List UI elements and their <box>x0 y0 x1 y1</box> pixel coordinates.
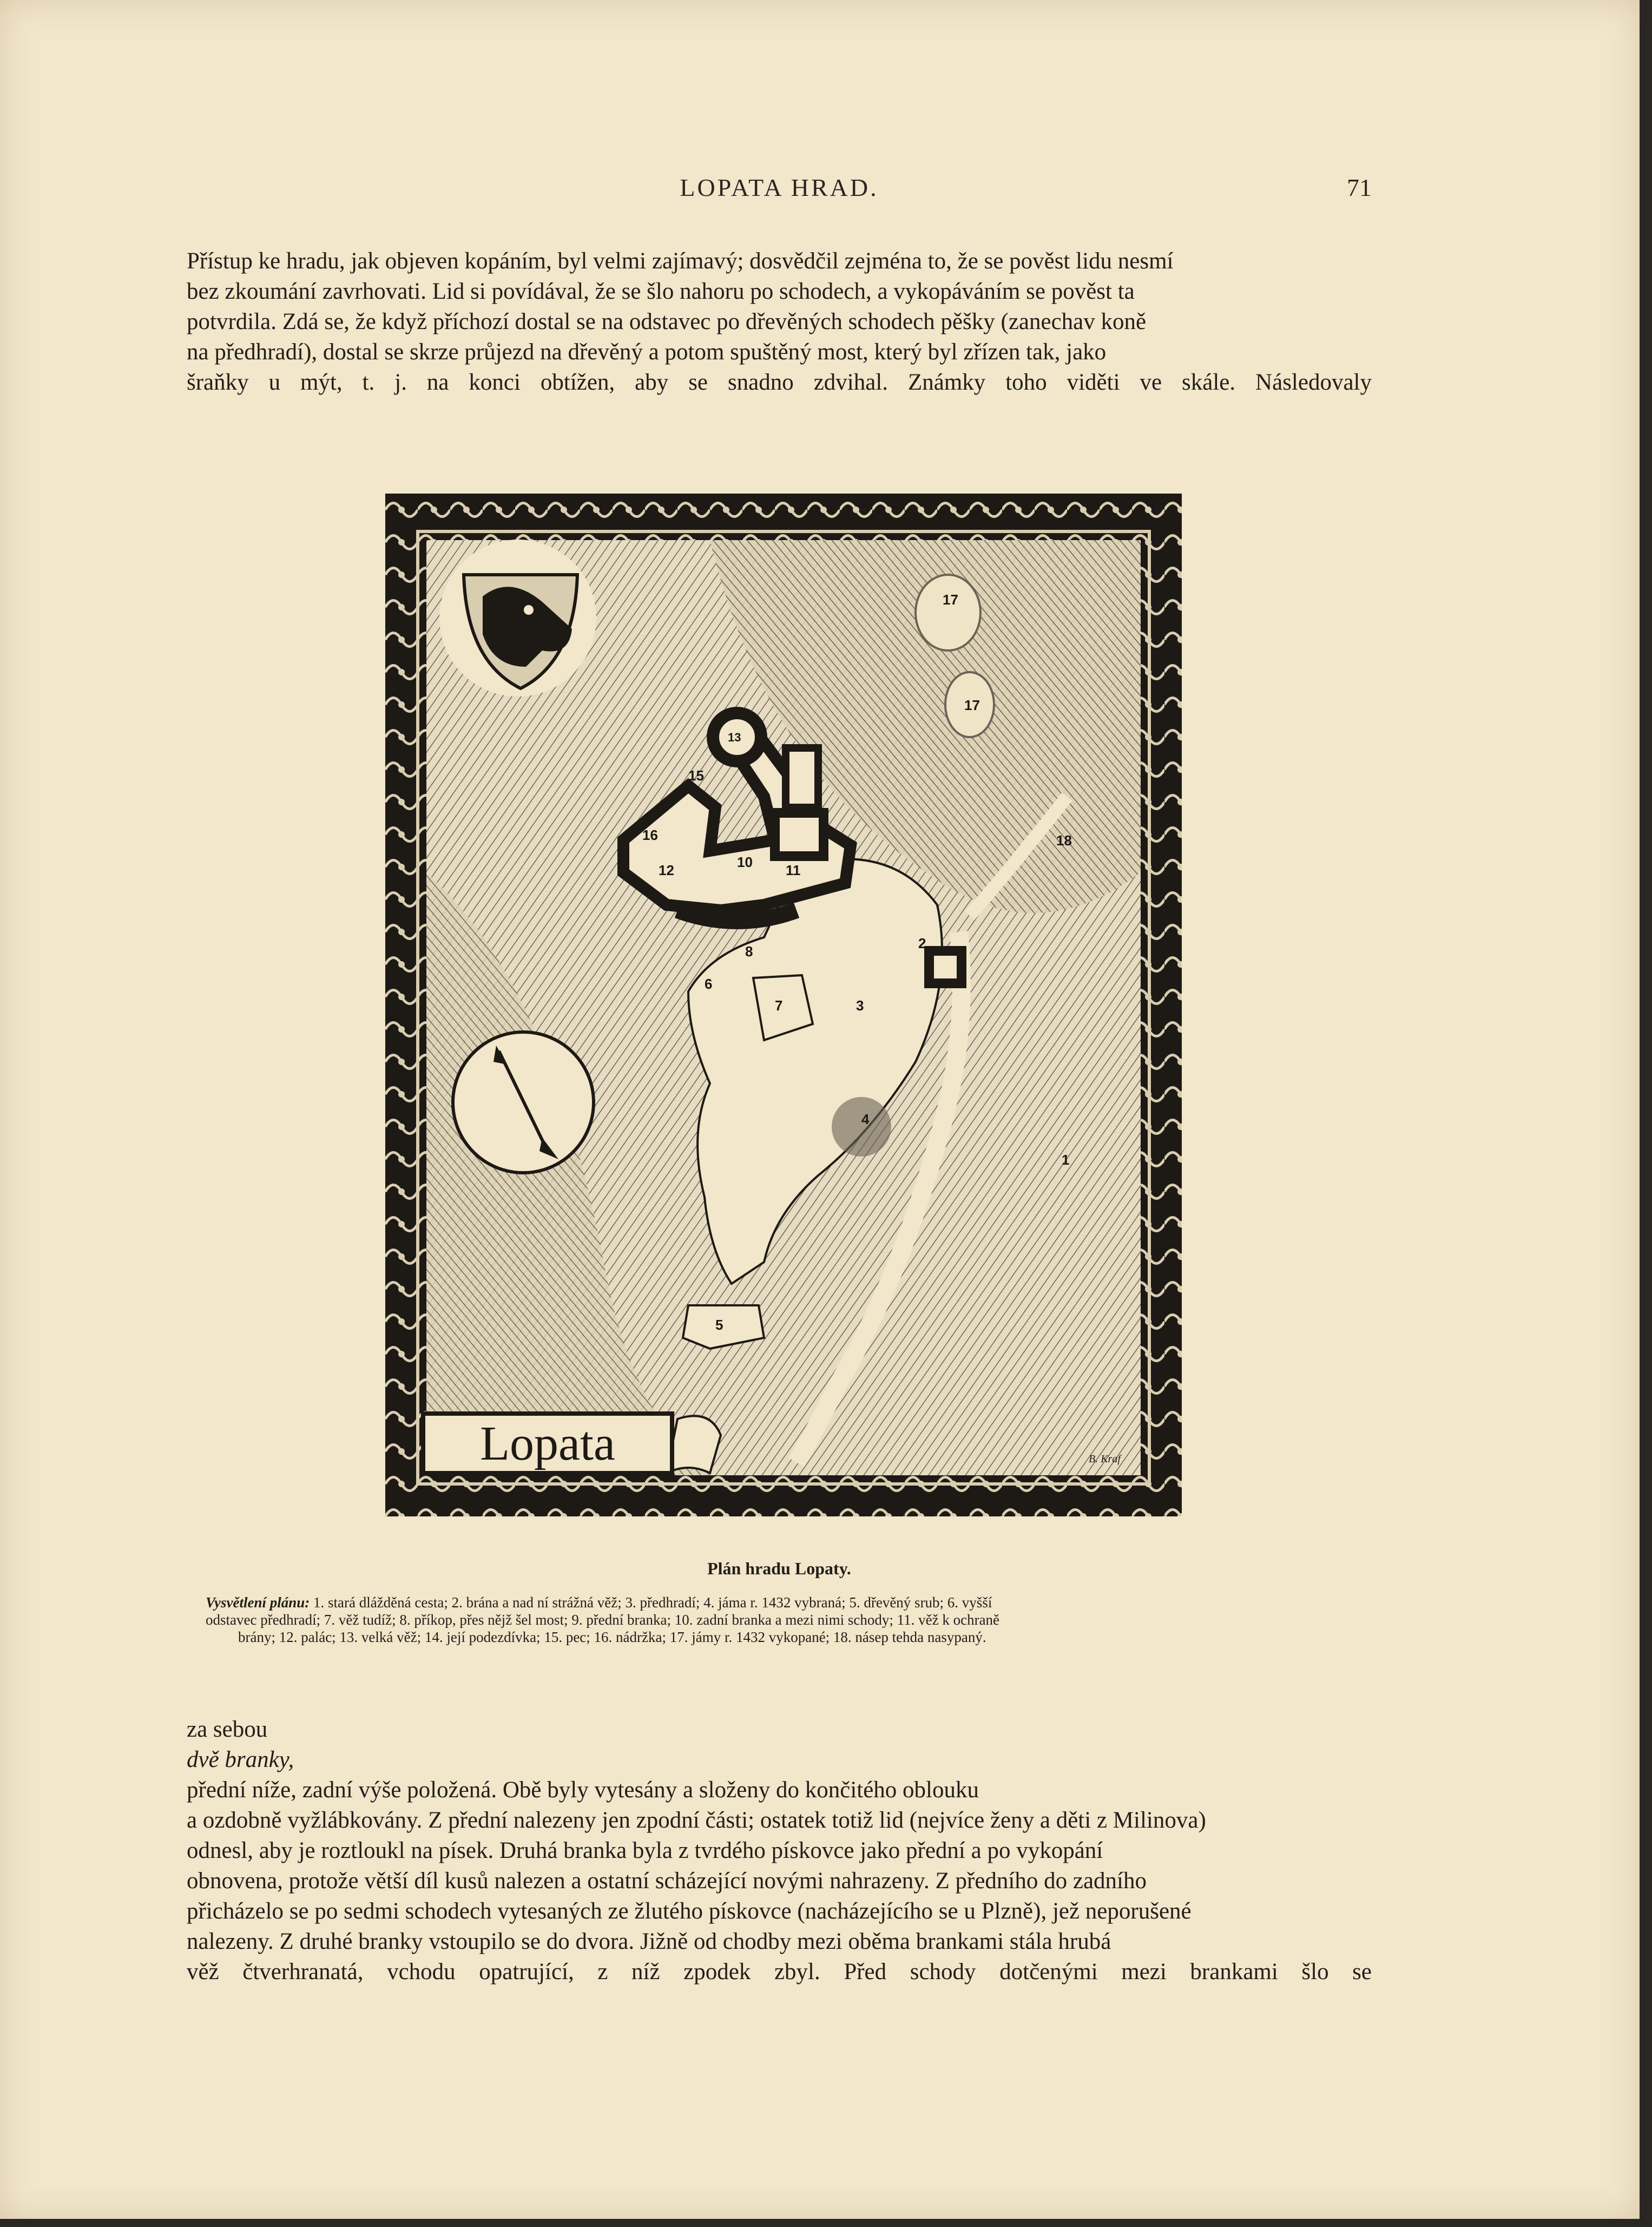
map-title: Lopata <box>480 1417 615 1470</box>
legend-line: brány; 12. palác; 13. velká věž; 14. její podezdívka; 15. pec; 16. nádržka; 17. jámy r. 1432 vykopané; 18. násep tehda nasypaný. <box>238 1629 986 1645</box>
map-title-scroll <box>423 1414 721 1473</box>
page-header <box>187 173 1372 211</box>
compass-icon <box>453 1032 594 1173</box>
map-label: 17 <box>964 697 980 713</box>
map-label: 11 <box>786 862 801 878</box>
legend-heading: Vysvětlení plánu: <box>206 1594 310 1611</box>
map-label: 7 <box>775 997 783 1014</box>
map-label: 3 <box>856 997 864 1014</box>
text-line: odnesl, aby je roztloukl na písek. Druhá branka byla z tvrdého pískovce jako přední a po vykopání <box>187 1838 1103 1863</box>
gate-tower <box>929 951 962 983</box>
text-line: na předhradí), dostal se skrze průjezd na dřevěný a potom spuštěný most, který byl zřízen tak, jako <box>187 339 1107 365</box>
map-label: 10 <box>737 854 753 870</box>
running-title: LOPATA HRAD. <box>680 174 879 201</box>
map-label: 15 <box>688 767 704 784</box>
map-label: 6 <box>705 976 713 992</box>
map-label: 18 <box>1056 832 1072 849</box>
legend-line: odstavec předhradí; 7. věž tudíž; 8. příkop, přes nějž šel most; 9. přední branka; 10. zadní branka a mezi nimi schody; 11. věž k ochraně <box>206 1612 1000 1628</box>
map-label: 17 <box>943 592 958 608</box>
castle-plan-svg <box>385 494 1182 1516</box>
map-label: 4 <box>861 1111 870 1127</box>
paragraph-bottom <box>187 1714 1372 1987</box>
map-label: 2 <box>918 935 926 951</box>
text-line: obnovena, protože větší díl kusů nalezen a ostatní scházející novými nahrazeny. Z předního do zadního <box>187 1868 1147 1894</box>
text-line: bez zkoumání zavrhovati. Lid si povídával, že se šlo nahoru po schodech, a vykopáváním se pověst ta <box>187 279 1135 304</box>
map-label: 5 <box>715 1317 723 1333</box>
map-label: 1 <box>1062 1152 1070 1168</box>
text-line: šraňky u mýt, t. j. na konci obtížen, aby se snadno zdvihal. Známky toho viděti ve skále. Následovaly <box>187 370 1372 395</box>
text-line: věž čtverhranatá, vchodu opatrující, z níž zpodek zbyl. Před schody dotčenými mezi brankami šlo se <box>187 1959 1372 1985</box>
italic-phrase: dvě branky, <box>187 1747 294 1772</box>
castle-plan-illustration <box>385 494 1182 1516</box>
page-number: 71 <box>1347 174 1372 201</box>
map-label: 8 <box>745 943 753 960</box>
pit-icon <box>916 575 980 651</box>
boar-coat-of-arms-icon <box>439 540 596 697</box>
text-line: Přístup ke hradu, jak objeven kopáním, byl velmi zajímavý; dosvědčil zejména to, že se pověst lidu nesmí <box>187 248 1174 274</box>
text-line: potvrdila. Zdá se, že když příchozí dostal se na odstavec po dřevěných schodech pěšky (zanechav koně <box>187 309 1147 334</box>
paragraph-top <box>187 246 1372 398</box>
text-line: a ozdobně vyžlábkovány. Z přední nalezeny jen zpodní části; ostatek totiž lid (nejvíce ženy a děti z Milinova) <box>187 1808 1206 1833</box>
map-label: 12 <box>659 862 674 878</box>
figure-caption-title: Plán hradu Lopaty. <box>707 1559 851 1578</box>
artist-signature: B. Kraf <box>1089 1453 1121 1465</box>
text-line: nalezeny. Z druhé branky vstoupilo se do dvora. Jižně od chodby mezi oběma brankami stála hrubá <box>187 1929 1111 1954</box>
map-label: 16 <box>642 827 658 843</box>
figure-legend <box>206 1594 1374 1646</box>
text-line: za sebou dvě branky, přední níže, zadní výše položená. Obě byly vytesány a složeny do končitého oblouku <box>187 1717 979 1803</box>
text-line: přicházelo se po sedmi schodech vytesaných ze žlutého pískovce (nacházejícího se u Plzně), jež neporušené <box>187 1898 1192 1924</box>
map-label: 13 <box>728 731 741 744</box>
legend-line: 1. stará dlážděná cesta; 2. brána a nad ní strážná věž; 3. předhradí; 4. jáma r. 1432 vybraná; 5. dřevěný srub; 6. vyšší <box>310 1594 992 1611</box>
